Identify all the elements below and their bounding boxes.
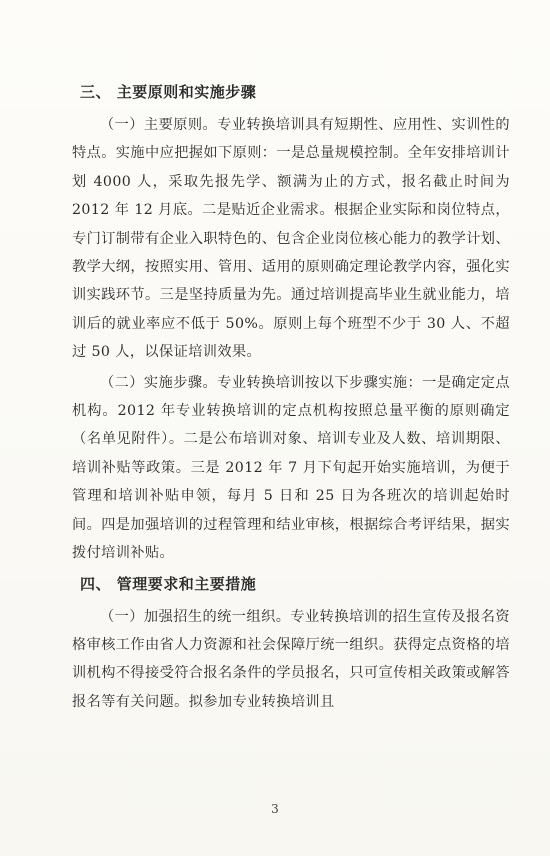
paragraph-enrollment-organization: （一）加强招生的统一组织。专业转换培训的招生宣传及报名资格审核工作由省人力资源和社会保障厅统一组织。获得定点资格的培训机构不得接受符合报名条件的学员报名，只可宣传相关政策或解答报名等有关问题。拟参加专业转换培训且 <box>72 608 510 710</box>
section-heading-management: 四、 管理要求和主要措施 <box>80 574 257 593</box>
paragraph-main-principles: （一）主要原则。专业转换培训具有短期性、应用性、实训性的特点。实施中应把握如下原则：一是总量规模控制。全年安排培训计划 4000 人，采取先报先学、额满为止的方式，报名截止时间为 2012 年 12 月底。二是贴近企业需求。根据企业实际和岗位特点，专门订制带有企业入职特色的、包含企业岗位核心能力的教学计划、教学大纲，按照实用、管用、适用的原则确定理论教学内容，强化实训实践环节。三是坚持质量为先。通过培训提高毕业生就业能力，培训后的就业率应不低于 50%。原则上每个班型不少于 30 人、不超过 50 人，以保证培训效果。 <box>72 117 510 361</box>
paragraph-implementation-steps: （二）实施步骤。专业转换培训按以下步骤实施：一是确定定点机构。2012 年专业转换培训的定点机构按照总量平衡的原则确定（名单见附件）。二是公布培训对象、培训专业及人数、培训期限、培训补贴等政策。三是 2012 年 7 月下旬起开始实施培训，为便于管理和培训补贴申领，每月 5 日和 25 日为各班次的培训起始时间。四是加强培训的过程管理和结业审核，根据综合考评结果，据实拨付培训补贴。 <box>72 374 510 562</box>
section-heading-principles: 三、 主要原则和实施步骤 <box>80 83 257 101</box>
document-body <box>72 82 510 718</box>
page-number: 3 <box>271 802 279 816</box>
